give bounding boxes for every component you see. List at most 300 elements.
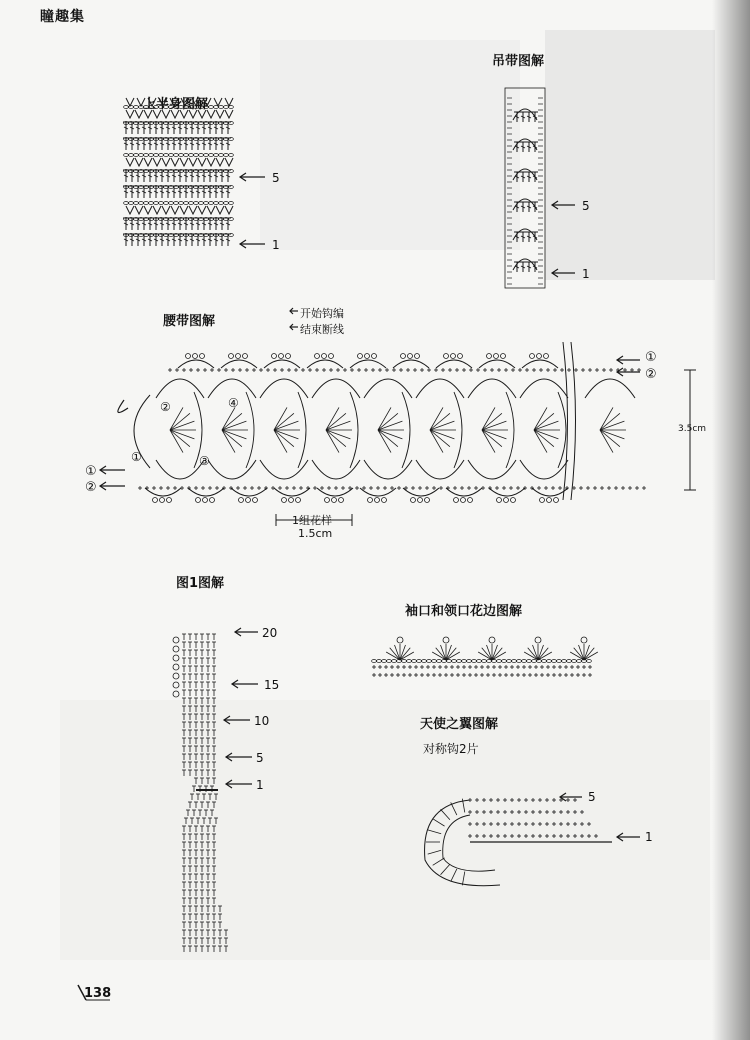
belt-fan-stitch [534, 413, 554, 430]
belt-fan-stitch [222, 421, 246, 430]
belt-bottom-scallop [188, 488, 224, 496]
belt-top-scallop [264, 360, 300, 368]
chain-stitch [377, 660, 382, 663]
figure1-edge-picot [173, 673, 179, 679]
belt-circled-label: ② [160, 400, 171, 414]
chain-stitch [547, 660, 552, 663]
v-stitch [171, 158, 179, 166]
belt-fan-stitch [378, 430, 402, 439]
chain-stitch [402, 660, 407, 663]
belt-fan-arc [208, 460, 256, 479]
chain-stitch [149, 106, 154, 109]
belt-fan-arc [260, 460, 308, 479]
belt-fan-stitch [482, 421, 506, 430]
picot-stitch [196, 498, 201, 503]
v-stitch [126, 110, 134, 118]
chain-stitch [149, 202, 154, 205]
v-stitch [126, 98, 134, 106]
belt-fan-stitch [430, 413, 450, 430]
belt-fan-stitch [378, 430, 391, 453]
chain-stitch [169, 202, 174, 205]
v-stitch [207, 110, 215, 118]
chain-stitch [517, 660, 522, 663]
v-stitch [189, 206, 197, 214]
belt-fan-stitch [326, 413, 346, 430]
figure1-edge-picot [173, 655, 179, 661]
v-stitch [180, 158, 188, 166]
chain-stitch [129, 202, 134, 205]
picot-stitch [332, 498, 337, 503]
v-stitch [135, 206, 143, 214]
picot-stitch [501, 354, 506, 359]
belt-fan-stitch [170, 421, 194, 430]
v-stitch [216, 158, 224, 166]
belt-bottom-scallop [145, 488, 181, 496]
cuff-edge-title: 袖口和领口花边图解 [405, 604, 523, 619]
upper-body-row-label: 1 [272, 238, 280, 252]
belt-circled-label: ① [85, 464, 97, 479]
belt-top-scallop [522, 360, 558, 368]
chain-stitch [154, 202, 159, 205]
picot-stitch [322, 354, 327, 359]
picot-stitch [167, 498, 172, 503]
cuff-picot [443, 637, 449, 643]
picot-stitch [425, 498, 430, 503]
belt-top-scallop [307, 360, 343, 368]
v-stitch [170, 98, 178, 106]
belt-top-scallop [178, 360, 214, 368]
v-stitch [198, 206, 206, 214]
wing-stitch [441, 809, 450, 819]
figure1-edge-picot [173, 682, 179, 688]
belt-legend-start: 开始钩编 [300, 307, 344, 320]
belt-fan-stitch [222, 413, 242, 430]
belt-fan-stitch [600, 413, 620, 430]
wing-stitch [433, 819, 445, 826]
chain-stitch [144, 154, 149, 157]
picot-stitch [375, 498, 380, 503]
wing-stitch [433, 858, 445, 865]
chain-stitch [134, 106, 139, 109]
belt-fan-stitch [274, 430, 298, 439]
picot-stitch [186, 354, 191, 359]
picot-stitch [153, 498, 158, 503]
v-stitch [126, 206, 134, 214]
belt-fan-stitch [482, 430, 502, 447]
belt-bottom-scallop [274, 488, 310, 496]
chain-stitch [372, 660, 377, 663]
v-stitch [189, 110, 197, 118]
chain-stitch [194, 154, 199, 157]
chain-stitch [522, 660, 527, 663]
picot-stitch [282, 498, 287, 503]
belt-fan-stitch [222, 430, 242, 447]
upper-body-row-label: 5 [272, 171, 280, 185]
collection-header: 瞳趣集 [40, 9, 85, 25]
belt-circled-label: ② [85, 480, 97, 495]
chain-stitch [174, 154, 179, 157]
picot-stitch [239, 498, 244, 503]
wing-stitch [428, 850, 441, 854]
belt-start-loop [134, 395, 150, 468]
picot-stitch [458, 354, 463, 359]
picot-stitch [461, 498, 466, 503]
belt-fan-stitch [482, 430, 506, 439]
belt-fan-stitch [170, 430, 190, 447]
cuff-picot [397, 637, 403, 643]
picot-stitch [537, 354, 542, 359]
belt-circled-label: ① [645, 350, 657, 365]
v-stitch [214, 98, 222, 106]
chain-stitch [154, 106, 159, 109]
belt-fan-arc [520, 379, 568, 398]
v-stitch [126, 158, 134, 166]
v-stitch [137, 98, 145, 106]
belt-fan-arc [364, 460, 412, 479]
picot-stitch [382, 498, 387, 503]
chain-stitch [542, 660, 547, 663]
chain-stitch [189, 106, 194, 109]
chain-stitch [577, 660, 582, 663]
chain-stitch [407, 660, 412, 663]
picot-stitch [540, 498, 545, 503]
chain-stitch [447, 660, 452, 663]
v-stitch [225, 158, 233, 166]
v-stitch [207, 206, 215, 214]
v-stitch [153, 158, 161, 166]
belt-fan-stitch [222, 430, 235, 453]
belt-fan-stitch [222, 407, 235, 430]
belt-fan-stitch [534, 430, 558, 439]
strap-row-label: 5 [582, 199, 590, 213]
belt-fan-stitch [326, 421, 350, 430]
chain-stitch [174, 202, 179, 205]
belt-fan-stitch [534, 407, 547, 430]
chain-stitch [189, 154, 194, 157]
v-stitch [144, 110, 152, 118]
belt-pattern-size: 1.5cm [298, 527, 333, 540]
v-stitch [198, 110, 206, 118]
belt-circled-label: ③ [199, 454, 210, 468]
v-stitch [162, 206, 170, 214]
v-stitch [198, 158, 206, 166]
belt-top-scallop [479, 360, 515, 368]
belt-fan-stitch [378, 413, 398, 430]
belt-fan-stitch [430, 430, 454, 439]
wing-stitch [451, 802, 457, 815]
chain-stitch [587, 660, 592, 663]
angel-wing-note: 对称钩2片 [423, 742, 479, 756]
chain-stitch [412, 660, 417, 663]
belt-fan-stitch [378, 430, 398, 447]
picot-stitch [210, 498, 215, 503]
belt-start-arrow [118, 400, 128, 413]
belt-fan-stitch [430, 407, 443, 430]
chain-stitch [219, 202, 224, 205]
figure1-edge-picot [173, 646, 179, 652]
chain-stitch [442, 660, 447, 663]
belt-circled-label: ① [131, 450, 142, 464]
chain-stitch [179, 202, 184, 205]
v-stitch [144, 158, 152, 166]
cuff-fan-stitch [446, 648, 456, 660]
belt-fan-stitch [482, 407, 495, 430]
chain-stitch [427, 660, 432, 663]
picot-stitch [329, 354, 334, 359]
chain-stitch [457, 660, 462, 663]
chain-stitch [472, 660, 477, 663]
chain-stitch [224, 154, 229, 157]
belt-bottom-scallop [532, 488, 568, 496]
chain-stitch [214, 202, 219, 205]
cuff-picot [489, 637, 495, 643]
cuff-fan-stitch [436, 648, 446, 660]
chain-stitch [397, 660, 402, 663]
picot-stitch [415, 354, 420, 359]
belt-top-scallop [221, 360, 257, 368]
v-stitch [162, 158, 170, 166]
wing-stitch [451, 869, 457, 882]
picot-stitch [547, 498, 552, 503]
belt-fan-stitch [430, 421, 454, 430]
chain-stitch [209, 202, 214, 205]
figure1-row-label: 15 [264, 678, 280, 692]
chain-stitch [184, 154, 189, 157]
belt-fan-stitch [534, 421, 558, 430]
picot-stitch [200, 354, 205, 359]
strap-row-label: 1 [582, 267, 590, 281]
angel-wing-row-label: 5 [588, 790, 596, 804]
belt-fan-stitch [170, 413, 190, 430]
belt-fan-stitch [600, 430, 613, 453]
chain-stitch [144, 202, 149, 205]
cuff-fan-stitch [482, 648, 492, 660]
belt-fan-stitch [170, 430, 183, 453]
belt-circled-label: ④ [228, 396, 239, 410]
belt-fan-stitch [326, 430, 339, 453]
upper-body-title: 上半身图解 [143, 97, 209, 112]
chain-stitch [209, 106, 214, 109]
chain-stitch [527, 660, 532, 663]
chain-stitch [209, 154, 214, 157]
picot-stitch [544, 354, 549, 359]
wing-stitch [441, 864, 450, 874]
page-number: 138 [84, 986, 112, 1001]
strap-title: 吊带图解 [492, 54, 545, 69]
v-stitch [225, 98, 233, 106]
picot-stitch [160, 498, 165, 503]
chain-stitch [124, 202, 129, 205]
picot-stitch [530, 354, 535, 359]
v-stitch [171, 110, 179, 118]
picot-stitch [358, 354, 363, 359]
belt-fan-stitch [274, 407, 287, 430]
picot-stitch [454, 498, 459, 503]
picot-stitch [272, 354, 277, 359]
chain-stitch [204, 154, 209, 157]
picot-stitch [487, 354, 492, 359]
chain-stitch [199, 202, 204, 205]
chain-stitch [169, 154, 174, 157]
chain-stitch [164, 202, 169, 205]
chain-stitch [149, 154, 154, 157]
picot-stitch [494, 354, 499, 359]
cuff-fan-stitch [390, 648, 400, 660]
picot-stitch [554, 498, 559, 503]
picot-stitch [296, 498, 301, 503]
belt-fan-stitch [600, 430, 624, 439]
wing-arc-inner [443, 815, 495, 871]
picot-stitch [401, 354, 406, 359]
v-stitch [189, 158, 197, 166]
belt-fan-stitch [600, 407, 613, 430]
belt-fan-stitch [326, 407, 339, 430]
belt-fan-stitch [274, 430, 287, 453]
chain-stitch [144, 106, 149, 109]
v-stitch [207, 158, 215, 166]
picot-stitch [286, 354, 291, 359]
belt-title: 腰带图解 [163, 314, 216, 329]
picot-stitch [451, 354, 456, 359]
angel-wing-title: 天使之翼图解 [420, 717, 499, 732]
chain-stitch [179, 154, 184, 157]
chain-stitch [552, 660, 557, 663]
chain-stitch [169, 106, 174, 109]
cuff-fan-stitch [584, 648, 594, 660]
chain-stitch [437, 660, 442, 663]
picot-stitch [511, 498, 516, 503]
chain-stitch [164, 154, 169, 157]
v-stitch [135, 110, 143, 118]
belt-fan-stitch [222, 430, 246, 439]
figure1-edge-picot [173, 691, 179, 697]
cuff-fan-stitch [574, 648, 584, 660]
belt-fan-arc [585, 379, 635, 398]
chain-stitch [124, 106, 129, 109]
belt-fan-stitch [326, 430, 350, 439]
chain-stitch [497, 660, 502, 663]
belt-fan-stitch [430, 430, 450, 447]
chain-stitch [532, 660, 537, 663]
belt-fan-arc [260, 379, 308, 398]
chain-stitch [567, 660, 572, 663]
v-stitch [153, 206, 161, 214]
picot-stitch [246, 498, 251, 503]
cuff-fan-stitch [492, 648, 502, 660]
chain-stitch [164, 106, 169, 109]
belt-top-scallop [393, 360, 429, 368]
picot-stitch [229, 354, 234, 359]
chain-stitch [224, 106, 229, 109]
chain-stitch [477, 660, 482, 663]
chain-stitch [179, 106, 184, 109]
chain-stitch [129, 106, 134, 109]
picot-stitch [325, 498, 330, 503]
belt-fan-stitch [482, 413, 502, 430]
picot-stitch [193, 354, 198, 359]
belt-bottom-scallop [489, 488, 525, 496]
belt-circled-label: ② [645, 367, 657, 382]
belt-fan-stitch [534, 430, 554, 447]
figure1-row-label: 20 [262, 626, 278, 640]
chain-stitch [194, 202, 199, 205]
chain-stitch [219, 106, 224, 109]
v-stitch [180, 206, 188, 214]
chain-stitch [154, 154, 159, 157]
picot-stitch [243, 354, 248, 359]
picot-stitch [504, 498, 509, 503]
figure1-title: 图1图解 [176, 576, 225, 591]
chain-stitch [487, 660, 492, 663]
angel-wing-row-label: 1 [645, 830, 653, 844]
belt-fan-arc [520, 460, 568, 479]
chain-stitch [199, 154, 204, 157]
belt-fan-arc [312, 460, 360, 479]
belt-break-line [571, 342, 576, 500]
page-number-slash [78, 985, 86, 1000]
picot-stitch [368, 498, 373, 503]
cuff-fan-stitch [528, 648, 538, 660]
chain-stitch [512, 660, 517, 663]
belt-top-scallop [350, 360, 386, 368]
v-stitch [203, 98, 211, 106]
picot-stitch [253, 498, 258, 503]
picot-stitch [236, 354, 241, 359]
figure1-row-label: 1 [256, 778, 264, 792]
belt-fan-stitch [274, 413, 294, 430]
belt-fan-stitch [600, 430, 620, 447]
figure1-edge-picot [173, 637, 179, 643]
belt-fan-stitch [482, 430, 495, 453]
chain-stitch [382, 660, 387, 663]
chain-stitch [432, 660, 437, 663]
belt-top-scallop [436, 360, 472, 368]
figure1-row-label: 10 [254, 714, 270, 728]
chain-stitch [139, 202, 144, 205]
chain-stitch [462, 660, 467, 663]
chain-stitch [159, 202, 164, 205]
chain-stitch [572, 660, 577, 663]
wing-arc-outer [425, 800, 500, 886]
belt-fan-arc [416, 379, 464, 398]
picot-stitch [444, 354, 449, 359]
v-stitch [171, 206, 179, 214]
picot-stitch [411, 498, 416, 503]
v-stitch [135, 158, 143, 166]
chain-stitch [204, 202, 209, 205]
belt-fan-stitch [274, 421, 298, 430]
picot-stitch [203, 498, 208, 503]
chain-stitch [184, 202, 189, 205]
chain-stitch [229, 154, 234, 157]
belt-bottom-scallop [446, 488, 482, 496]
picot-stitch [372, 354, 377, 359]
chain-stitch [422, 660, 427, 663]
chain-stitch [467, 660, 472, 663]
v-stitch [216, 206, 224, 214]
belt-pattern-label: 1组花样 [292, 514, 332, 527]
v-stitch [180, 110, 188, 118]
chain-stitch [387, 660, 392, 663]
chain-stitch [219, 154, 224, 157]
belt-bottom-scallop [231, 488, 267, 496]
belt-fan-stitch [170, 407, 183, 430]
belt-fan-arc [312, 379, 360, 398]
chain-stitch [392, 660, 397, 663]
chain-stitch [184, 106, 189, 109]
chain-stitch [134, 202, 139, 205]
picot-stitch [497, 498, 502, 503]
